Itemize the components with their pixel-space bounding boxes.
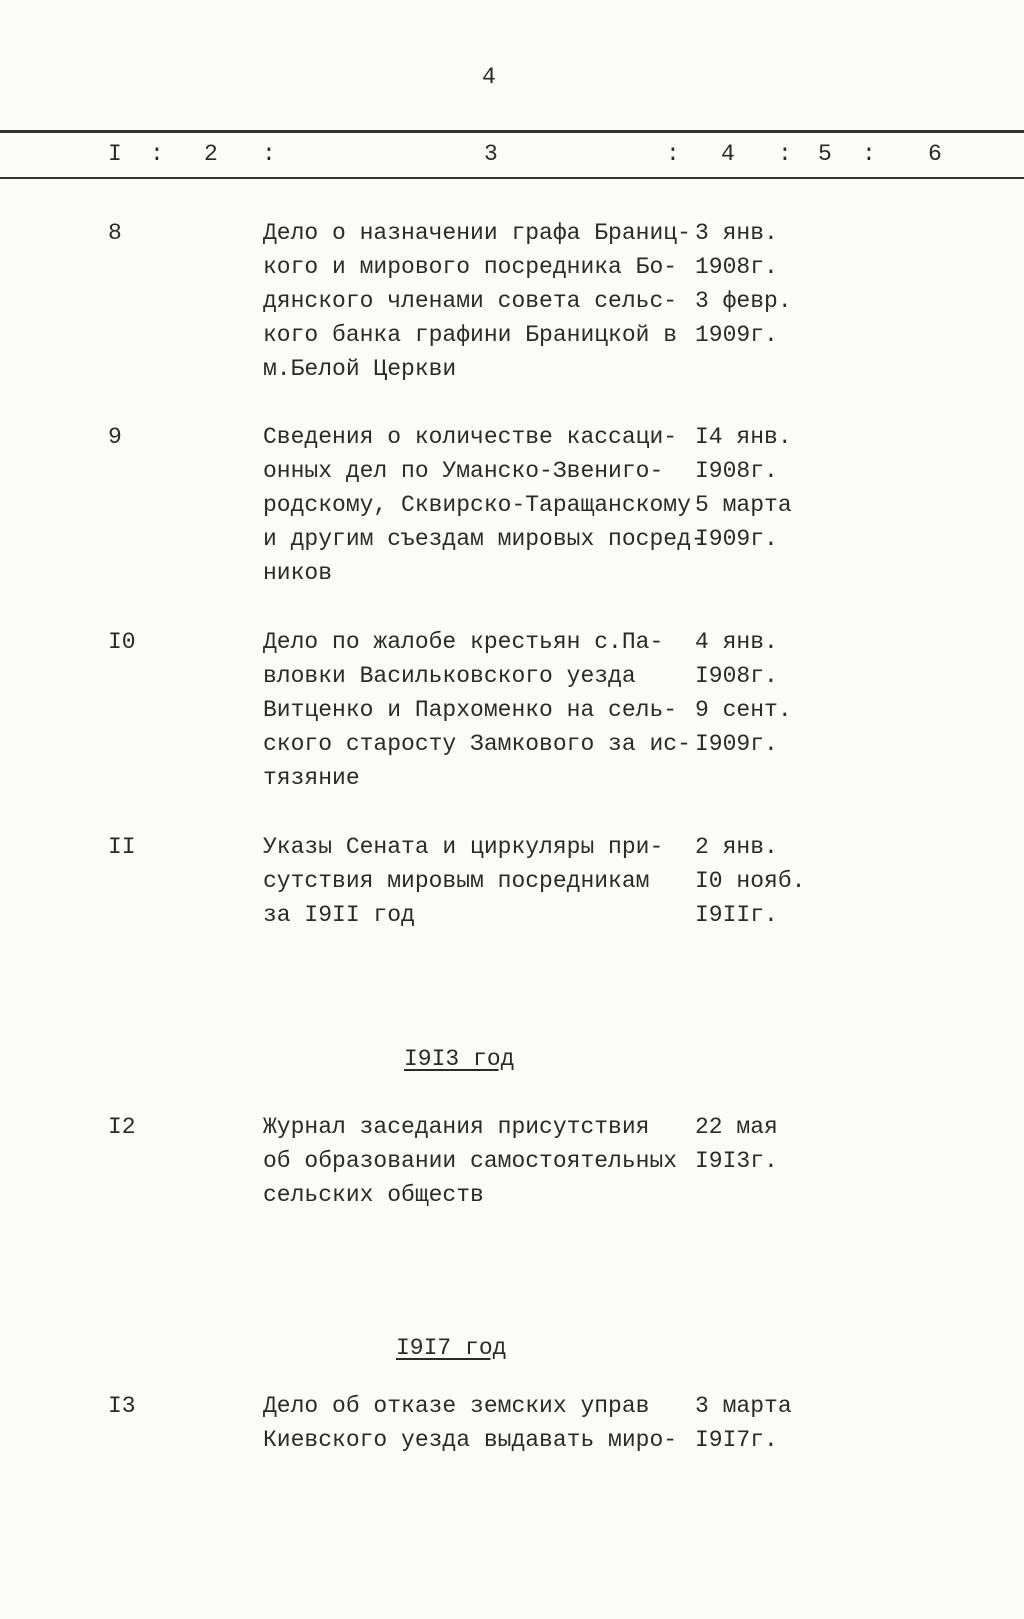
entry-title [263, 420, 705, 590]
column-separator: : [666, 141, 680, 167]
entry-number: I0 [108, 629, 136, 655]
column-header: 2 [204, 141, 218, 167]
column-separator: : [778, 141, 792, 167]
entry-title-line: м.Белой Церкви [263, 356, 457, 382]
entry-title-line: родскому, Сквирско-Таращанскому [263, 492, 691, 518]
entry-date-line: 22 мая [695, 1114, 778, 1140]
section-heading-1913: I9I3 год [404, 1046, 515, 1072]
entry-title-line: за I9II год [263, 902, 415, 928]
entry-dates [695, 420, 792, 556]
entry-date-line: 4 янв. [695, 629, 778, 655]
entry-title-line: Дело по жалобе крестьян с.Па- [263, 629, 664, 655]
entry-dates [695, 1389, 792, 1457]
entry-date-line: 1908г. [695, 254, 778, 280]
column-header: 3 [484, 141, 498, 167]
entry-title-line: кого банка графини Браницкой в [263, 322, 678, 348]
entry-title-line: Журнал заседания присутствия [263, 1114, 650, 1140]
entry-date-line: I909г. [695, 731, 778, 757]
entry-date-line: 5 марта [695, 492, 792, 518]
entry-number: II [108, 834, 136, 860]
entry-title [263, 830, 663, 932]
entry-dates [695, 625, 792, 761]
entry-date-line: 9 сент. [695, 697, 792, 723]
entry-title-line: кого и мирового посредника Бо- [263, 254, 678, 280]
entry-date-line: 3 февр. [695, 288, 792, 314]
entry-date-line: 1909г. [695, 322, 778, 348]
entry-title-line: Указы Сената и циркуляры при- [263, 834, 664, 860]
entry-number: 8 [108, 220, 122, 246]
entry-title-line: ского старосту Замкового за ис- [263, 731, 691, 757]
entry-date-line: I908г. [695, 663, 778, 689]
entry-number: I2 [108, 1114, 136, 1140]
entry-title-line: и другим съездам мировых посред- [263, 526, 705, 552]
entry-title [263, 1389, 677, 1457]
entry-date-line: 2 янв. [695, 834, 778, 860]
header-bottom-rule [0, 177, 1024, 179]
entry-title [263, 625, 691, 795]
entry-date-line: I908г. [695, 458, 778, 484]
entry-title [263, 216, 691, 386]
entry-date-line: 3 янв. [695, 220, 778, 246]
entry-title-line: об образовании самостоятельных [263, 1148, 678, 1174]
entry-title-line: тязяние [263, 765, 360, 791]
entry-date-line: I9I7г. [695, 1427, 778, 1453]
section-heading-1917: I9I7 год [396, 1335, 507, 1361]
entry-dates [695, 216, 792, 352]
entry-title-line: сельских обществ [263, 1182, 484, 1208]
column-header: 6 [928, 141, 942, 167]
header-top-rule [0, 130, 1024, 133]
entry-date-line: I4 янв. [695, 424, 792, 450]
column-header: 5 [818, 141, 832, 167]
entry-date-line: 3 марта [695, 1393, 792, 1419]
entry-title-line: Витценко и Пархоменко на сель- [263, 697, 678, 723]
entry-title-line: Дело об отказе земских управ [263, 1393, 650, 1419]
entry-title-line: Киевского уезда выдавать миро- [263, 1427, 678, 1453]
entry-title-line: Сведения о количестве кассаци- [263, 424, 678, 450]
entry-title-line: ников [263, 560, 333, 586]
entry-title-line: вловки Васильковского уезда [263, 663, 636, 689]
entry-dates [695, 830, 805, 932]
entry-dates [695, 1110, 778, 1178]
entry-title-line: дянского членами совета сельс- [263, 288, 678, 314]
column-separator: : [862, 141, 876, 167]
entry-date-line: I9IIг. [695, 902, 778, 928]
entry-title-line: Дело о назначении графа Браниц- [263, 220, 691, 246]
column-separator: : [150, 141, 164, 167]
column-header: I [108, 141, 122, 167]
entry-title [263, 1110, 677, 1212]
entry-date-line: I0 нояб. [695, 868, 806, 894]
column-header: 4 [721, 141, 735, 167]
entry-title-line: онных дел по Уманско-Звениго- [263, 458, 664, 484]
entry-number: 9 [108, 424, 122, 450]
entry-number: I3 [108, 1393, 136, 1419]
entry-title-line: сутствия мировым посредникам [263, 868, 650, 894]
entry-date-line: I909г. [695, 526, 778, 552]
column-separator: : [262, 141, 276, 167]
entry-date-line: I9I3г. [695, 1148, 778, 1174]
page-number: 4 [482, 64, 496, 90]
